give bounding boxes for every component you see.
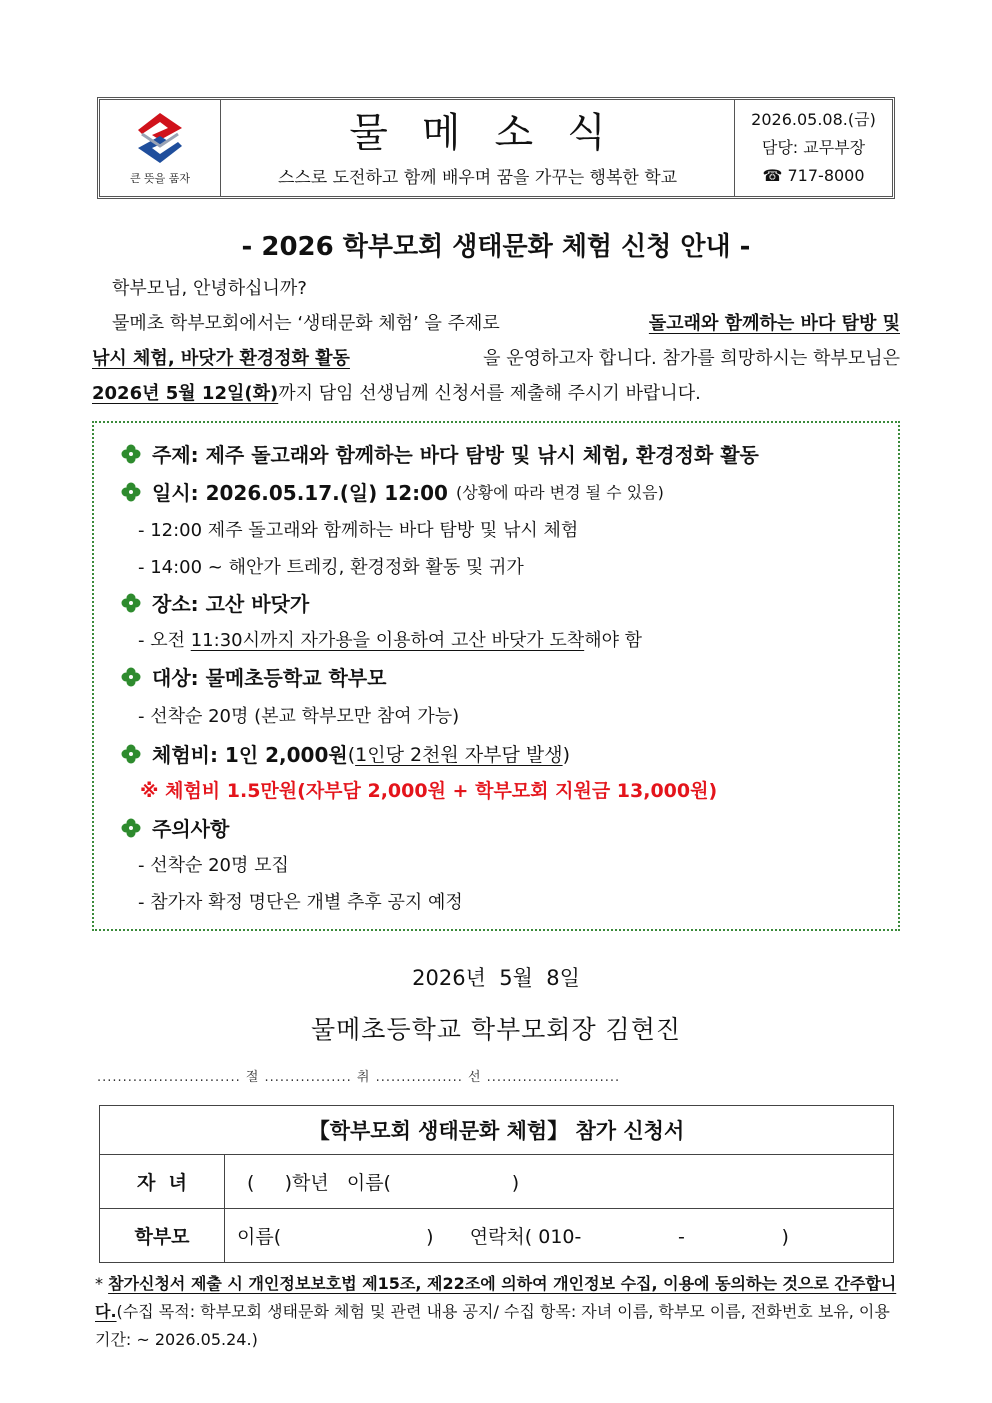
clover-icon bbox=[120, 666, 142, 688]
newsletter-header bbox=[97, 97, 895, 199]
clover-icon bbox=[120, 592, 142, 614]
newsletter-title: 물메소식 bbox=[349, 109, 640, 156]
school-slogan: 스스로 도전하고 함께 배우며 꿈을 가꾸는 행복한 학교 bbox=[277, 167, 678, 188]
theme-text: 주제: 제주 돌고래와 함께하는 바다 탐방 및 낚시 체험, 환경정화 활동 bbox=[152, 443, 759, 467]
signature: 물메초등학교 학부모회장 김현진 bbox=[311, 1015, 681, 1044]
form-title: 【학부모회 생태문화 체험】 참가 신청서 bbox=[100, 1106, 894, 1155]
detail-place bbox=[120, 588, 309, 617]
privacy-footnote bbox=[95, 1270, 901, 1354]
issue-date: 2026.05.08.(금) bbox=[751, 110, 876, 129]
target-text: 대상: 물메초등학교 학부모 bbox=[152, 666, 387, 690]
detail-target bbox=[120, 662, 386, 691]
footnote-details: (수집 목적: 학부모회 생태문화 체험 및 관련 내용 공지/ 수집 항목: 자녀 이름, 학부모 이름, 전화번호 보유, 이용 기간: ~ 2026.05.24.) bbox=[95, 1302, 890, 1349]
clover-icon bbox=[120, 817, 142, 839]
intro-line2-text: 을 운영하고자 합니다. 참가를 희망하시는 학부모님은 bbox=[483, 348, 900, 369]
document-title: - 2026 학부모회 생태문화 체험 신청 안내 - bbox=[241, 232, 751, 262]
clover-icon bbox=[120, 443, 142, 465]
sign-date: 2026년 5월 8일 bbox=[412, 966, 580, 990]
header-title-cell bbox=[221, 100, 735, 196]
datetime-text: 일시: 2026.05.17.(일) 12:00 bbox=[152, 481, 448, 505]
detail-datetime bbox=[120, 477, 664, 506]
caution-item-2: - 참가자 확정 명단은 개별 추후 공지 예정 bbox=[138, 892, 463, 913]
logo-motto: 큰 뜻을 품자 bbox=[129, 172, 191, 185]
place-note-prefix: - 오전 bbox=[138, 630, 191, 651]
school-logo-icon bbox=[130, 110, 190, 166]
child-label: 자 녀 bbox=[100, 1155, 225, 1209]
fee-note-close: ) bbox=[562, 744, 571, 766]
fee-note-open: ( bbox=[347, 744, 356, 766]
intro-paragraph bbox=[92, 306, 900, 411]
place-note-suffix: 해야 함 bbox=[584, 630, 643, 651]
schedule-item-1: - 12:00 제주 돌고래와 함께하는 바다 탐방 및 낚시 체험 bbox=[138, 520, 579, 541]
intro-line3-text: 까지 담임 선생님께 신청서를 제출해 주시기 바랍니다. bbox=[278, 383, 701, 404]
intro-line2-emphasis: 낚시 체험, 바닷가 환경정화 활동 bbox=[92, 348, 350, 369]
footnote-lead: * bbox=[95, 1274, 109, 1293]
footnote-consent: 참가신청서 제출 시 개인정보보호법 제15조, 제22조에 의하여 개인정보 수집, 이용에 동의하는 것으로 간주합니다. bbox=[95, 1274, 897, 1321]
manager-info: 담당: 교무부장 bbox=[761, 138, 866, 157]
detail-theme bbox=[120, 439, 759, 468]
deadline-emphasis: 2026년 5월 12일(화) bbox=[92, 383, 279, 404]
phone-number: 717-8000 bbox=[787, 166, 865, 185]
phone-icon: ☎ bbox=[762, 166, 783, 185]
fee-text: 체험비: 1인 2,000원 bbox=[152, 743, 348, 767]
greeting: 학부모님, 안녕하십니까? bbox=[112, 278, 307, 299]
detail-caution bbox=[120, 813, 229, 842]
caution-item-1: - 선착순 20명 모집 bbox=[138, 855, 289, 876]
schedule-item-2: - 14:00 ~ 해안가 트레킹, 환경정화 활동 및 귀가 bbox=[138, 557, 524, 578]
clover-icon bbox=[120, 743, 142, 765]
cut-line: ............................ 절 ................. 취 ................. 선 .......................... bbox=[97, 1070, 621, 1085]
intro-line1-emphasis: 돌고래와 함께하는 바다 탐방 및 bbox=[648, 313, 900, 334]
parent-field[interactable]: 이름( ) 연락처( 010- - ) bbox=[225, 1209, 894, 1263]
fee-note bbox=[348, 740, 570, 767]
caution-text: 주의사항 bbox=[152, 817, 230, 841]
application-form bbox=[99, 1105, 894, 1263]
fee-detail-note: ※ 체험비 1.5만원(자부담 2,000원 + 학부모회 지원금 13,000원) bbox=[140, 780, 718, 802]
parent-label: 학부모 bbox=[100, 1209, 225, 1263]
place-note-emphasis: 11:30시까지 자가용을 이용하여 고산 바닷가 도착 bbox=[190, 630, 585, 651]
clover-icon bbox=[120, 481, 142, 503]
fee-note-emphasis: 1인당 2천원 자부담 발생 bbox=[355, 744, 563, 766]
phone-info bbox=[762, 162, 864, 190]
target-note: - 선착순 20명 (본교 학부모만 참여 가능) bbox=[138, 706, 460, 727]
place-note bbox=[138, 626, 642, 652]
school-logo-cell bbox=[100, 100, 221, 196]
datetime-note: (상황에 따라 변경 될 수 있음) bbox=[455, 483, 664, 502]
place-text: 장소: 고산 바닷가 bbox=[152, 592, 310, 616]
detail-fee bbox=[120, 739, 570, 768]
header-info-cell bbox=[735, 100, 892, 196]
intro-line1-text: 물메초 학부모회에서는 ‘생태문화 체험’ 을 주제로 bbox=[112, 313, 500, 334]
child-field[interactable]: ( )학년 이름( ) bbox=[225, 1155, 894, 1209]
